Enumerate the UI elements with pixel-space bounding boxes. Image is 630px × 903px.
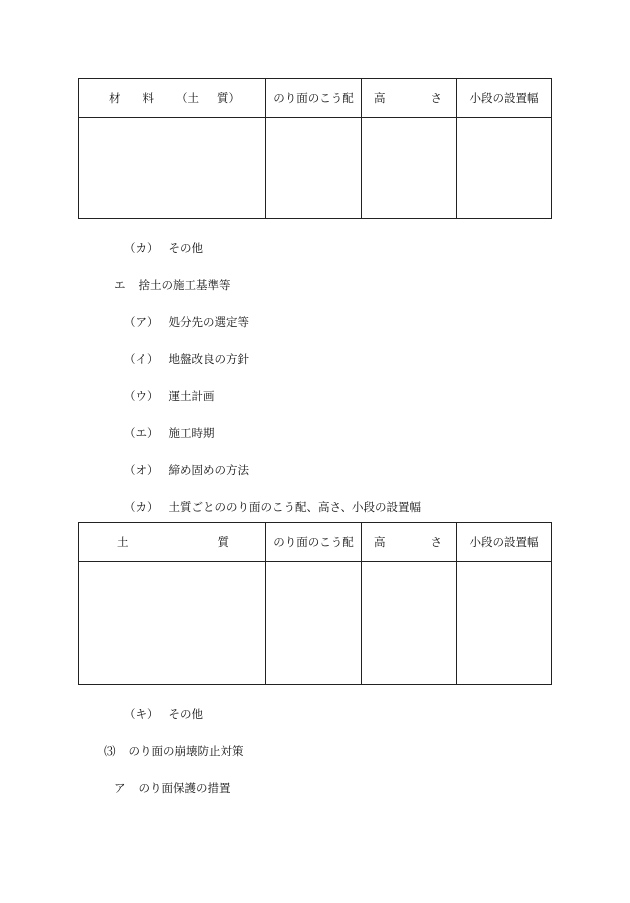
table-header-row bbox=[79, 523, 552, 562]
list-item: （エ） 施工時期 bbox=[124, 426, 215, 440]
table-cell[interactable] bbox=[362, 118, 457, 219]
soil-slope-table-1 bbox=[78, 78, 552, 219]
list-item: （イ） 地盤改良の方針 bbox=[124, 352, 249, 366]
list-item: （ア） 処分先の選定等 bbox=[124, 315, 249, 329]
header-material-b: 料 bbox=[142, 91, 154, 105]
header-soil bbox=[79, 523, 266, 562]
list-item: （カ） その他 bbox=[124, 241, 203, 255]
header-material bbox=[79, 79, 266, 118]
list-item: （キ） その他 bbox=[124, 707, 203, 721]
list-item: （ウ） 運土計画 bbox=[124, 389, 215, 403]
header-height bbox=[362, 523, 457, 562]
table-cell[interactable] bbox=[457, 118, 552, 219]
table-cell[interactable] bbox=[362, 562, 457, 685]
list-item: （オ） 締め固めの方法 bbox=[124, 463, 249, 477]
table-cell[interactable] bbox=[79, 562, 266, 685]
header-height bbox=[362, 79, 457, 118]
header-material-a: 材 bbox=[109, 91, 121, 105]
header-slope: のり面のこう配 bbox=[266, 523, 362, 562]
header-soil-b: 質 bbox=[217, 535, 229, 549]
header-material-c: （土 bbox=[176, 91, 199, 105]
header-step-width: 小段の設置幅 bbox=[457, 79, 552, 118]
table-cell[interactable] bbox=[266, 562, 362, 685]
section-heading: ⑶ のり面の崩壊防止対策 bbox=[104, 744, 244, 758]
header-height-b: さ bbox=[430, 535, 442, 549]
header-height-a: 高 bbox=[374, 91, 386, 105]
header-slope: のり面のこう配 bbox=[266, 79, 362, 118]
table-row bbox=[79, 118, 552, 219]
header-height-a: 高 bbox=[374, 535, 386, 549]
table-header-row bbox=[79, 79, 552, 118]
table-row bbox=[79, 562, 552, 685]
header-material-d: 質） bbox=[217, 91, 240, 105]
table-cell[interactable] bbox=[457, 562, 552, 685]
header-step-width: 小段の設置幅 bbox=[457, 523, 552, 562]
section-heading: エ 捨土の施工基準等 bbox=[114, 278, 231, 292]
header-height-b: さ bbox=[430, 91, 442, 105]
section-heading: ア のり面保護の措置 bbox=[114, 781, 231, 795]
header-soil-a: 土 bbox=[117, 535, 129, 549]
table-cell[interactable] bbox=[79, 118, 266, 219]
list-item: （カ） 土質ごとののり面のこう配、高さ、小段の設置幅 bbox=[124, 500, 422, 514]
soil-slope-table-2 bbox=[78, 522, 552, 685]
table-cell[interactable] bbox=[266, 118, 362, 219]
